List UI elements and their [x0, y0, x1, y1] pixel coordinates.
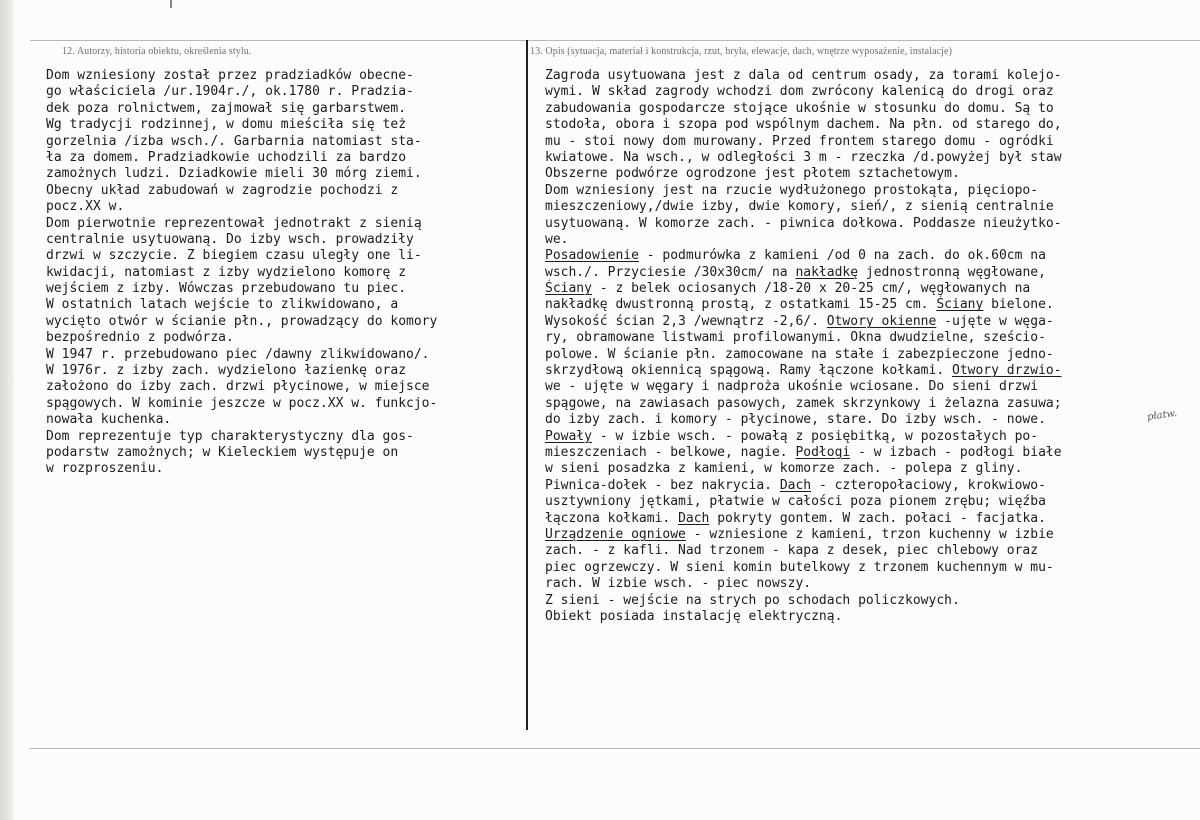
section-13-text: [545, 68, 1062, 625]
text-line: skrzydłową okiennicą spągową. Ramy łączone kołkami. Otwory drzwio-: [545, 363, 1062, 379]
text-line: mieszczeniach - belkowe, nagie. Podłogi - w izbach - podłogi białe: [545, 444, 1062, 460]
text-line: bezpośrednio z podwórza.: [46, 330, 234, 346]
text-line: spągowych. W kominie jeszcze w pocz.XX w. funkcjo-: [46, 395, 438, 411]
text-line: Obszerne podwórze ogrodzone jest płotem sztachetowym.: [545, 166, 960, 182]
text-line: Z sieni - wejście na strych po schodach policzkowych.: [545, 592, 960, 608]
text-line: Urządzenie ogniowe - wzniesione z kamieni, trzon kuchenny w izbie: [545, 526, 1054, 542]
text-line: go właściciela /ur.1904r./, ok.1780 r. Pradzia-: [46, 84, 414, 100]
text-line: pocz.XX w.: [46, 199, 125, 215]
text-line: Dom wzniesiony jest na rzucie wydłużonego prostokąta, pięciopo-: [545, 182, 1039, 198]
column-divider: [526, 40, 528, 730]
text-line: Dom wzniesiony został przez pradziadków obecne-: [46, 68, 414, 83]
text-line: kwiatowe. Na wsch., w odległości 3 m - rzeczka /d.powyżej był staw: [545, 149, 1062, 165]
text-line: Wg tradycji rodzinnej, w domu mieściła się też: [46, 117, 407, 133]
text-line: Obiekt posiada instalację elektryczną.: [545, 608, 843, 624]
text-line: Posadowienie - podmurówka z kamieni /od 0 na zach. do ok.60cm na: [545, 248, 1046, 264]
text-line: łączona kołkami. Dach pokryty gontem. W zach. połaci - facjatka.: [545, 510, 1046, 526]
text-line: nowała kuchenka.: [46, 412, 172, 428]
section-12-text: [46, 68, 437, 478]
text-line: zabudowania gospodarcze stojące ukośnie w stosunku do domu. Są to: [545, 100, 1054, 116]
text-line: W 1976r. z izby zach. wydzielono łazienkę oraz: [46, 363, 407, 379]
text-line: wymi. W skład zagrody wchodzi dom zwrócony kalenicą do drogi oraz: [545, 84, 1054, 100]
scan-edge: [0, 0, 14, 820]
text-line: polowe. W ścianie płn. zamocowane na stałe i zabezpieczone jedno-: [545, 346, 1054, 362]
scan-mark: [170, 0, 172, 8]
text-line: Obecny układ zabudowań w zagrodzie pochodzi z: [46, 182, 399, 198]
text-line: nakładkę dwustronną prostą, z ostatkami 15-25 cm. Ściany bielone.: [545, 297, 1054, 313]
text-line: spągowe, na zawiasach pasowych, zamek skrzynkowy i żelazna zasuwa;: [545, 395, 1062, 411]
text-line: wejściem z izby. Wówczas przebudowano tu piec.: [46, 281, 407, 297]
text-line: dek poza rolnictwem, zajmował się garbarstwem.: [46, 100, 407, 116]
text-line: Wysokość ścian 2,3 /wewnątrz -2,6/. Otwory okienne -ujęte w węga-: [545, 313, 1054, 329]
text-line: usytuowaną. W komorze zach. - piwnica dołkowa. Poddasze nieużytko-: [545, 215, 1062, 231]
text-line: zach. - z kafli. Nad trzonem - kapa z desek, piec chlebowy oraz: [545, 543, 1039, 559]
text-line: gorzelnia /izba wsch./. Garbarnia natomiast sta-: [46, 133, 422, 149]
text-line: ry, obramowane listwami profilowanymi. Okna dwudzielne, sześcio-: [545, 330, 1046, 346]
text-line: stodoła, obora i szopa pod wspólnym dachem. Na płn. od starego do,: [545, 117, 1062, 133]
text-line: rach. W izbie wsch. - piec nowszy.: [545, 576, 812, 592]
section-13-header: 13. Opis (sytuacja, materiał i konstrukcja, rzut, bryła, elewacje, dach, wnętrze wyposażenie, instalacje): [530, 46, 952, 57]
text-line: kwidacji, natomiast z izby wydzielono komorę z: [46, 264, 407, 280]
text-line: wycięto otwór w ścianie płn., prowadzący do komory: [46, 313, 438, 329]
text-line: ła za domem. Pradziadkowie uchodzili za bardzo: [46, 149, 407, 165]
text-line: we.: [545, 231, 569, 247]
text-line: zamożnych ludzi. Dziadkowie mieli 30 mórg ziemi.: [46, 166, 422, 182]
text-line: Ściany - z belek ociosanych /18-20 x 20-25 cm/, węgłowanych na: [545, 281, 1031, 297]
text-line: Powały - w izbie wsch. - powałą z posiębitką, w pozostałych po-: [545, 428, 1039, 444]
text-line: założono do izby zach. drzwi płycinowe, w miejsce: [46, 379, 430, 395]
handwritten-note: płatw.: [1146, 407, 1178, 424]
text-line: mu - stoi nowy dom murowany. Przed frontem starego domu - ogródki: [545, 133, 1054, 149]
text-line: W 1947 r. przebudowano piec /dawny zlikwidowano/.: [46, 346, 430, 362]
text-line: Dom reprezentuje typ charakterystyczny dla gos-: [46, 428, 414, 444]
text-line: podarstw zamożnych; w Kieleckiem występuje on: [46, 444, 399, 460]
text-line: do izby zach. i komory - płycinowe, stare. Do izby wsch. - nowe.: [545, 412, 1046, 428]
top-rule: [30, 40, 1200, 41]
text-line: W ostatnich latach wejście to zlikwidowano, a: [46, 297, 399, 313]
text-line: centralnie usytuowaną. Do izby wsch. prowadziły: [46, 231, 414, 247]
text-line: wsch./. Przyciesie /30x30cm/ na nakładkę jednostronną węgłowane,: [545, 264, 1046, 280]
text-line: usztywniony jętkami, płatwie w całości poza pionem zrębu; więźba: [545, 494, 1046, 510]
text-line: Piwnica-dołek - bez nakrycia. Dach - czteropołaciowy, krokwiowo-: [545, 477, 1046, 493]
text-line: Zagroda usytuowana jest z dala od centrum osady, za torami kolejo-: [545, 68, 1062, 83]
text-line: drzwi w szczycie. Z biegiem czasu uległy one li-: [46, 248, 422, 264]
text-line: we - ujęte w węgary i nadproża ukośnie wciosane. Do sieni drzwi: [545, 379, 1039, 395]
text-line: Dom pierwotnie reprezentował jednotrakt z sienią: [46, 215, 422, 231]
text-line: mieszczeniowy,/dwie izby, dwie komory, sień/, z sienią centralnie: [545, 199, 1054, 215]
text-line: w rozproszeniu.: [46, 461, 164, 477]
bottom-rule: [30, 748, 1200, 749]
section-12-header: 12. Autorzy, historia obiektu, określenia stylu.: [62, 46, 252, 57]
text-line: piec ogrzewczy. W sieni komin butelkowy z trzonem kuchennym w mu-: [545, 559, 1054, 575]
text-line: w sieni posadzka z kamieni, w komorze zach. - polepa z gliny.: [545, 461, 1023, 477]
